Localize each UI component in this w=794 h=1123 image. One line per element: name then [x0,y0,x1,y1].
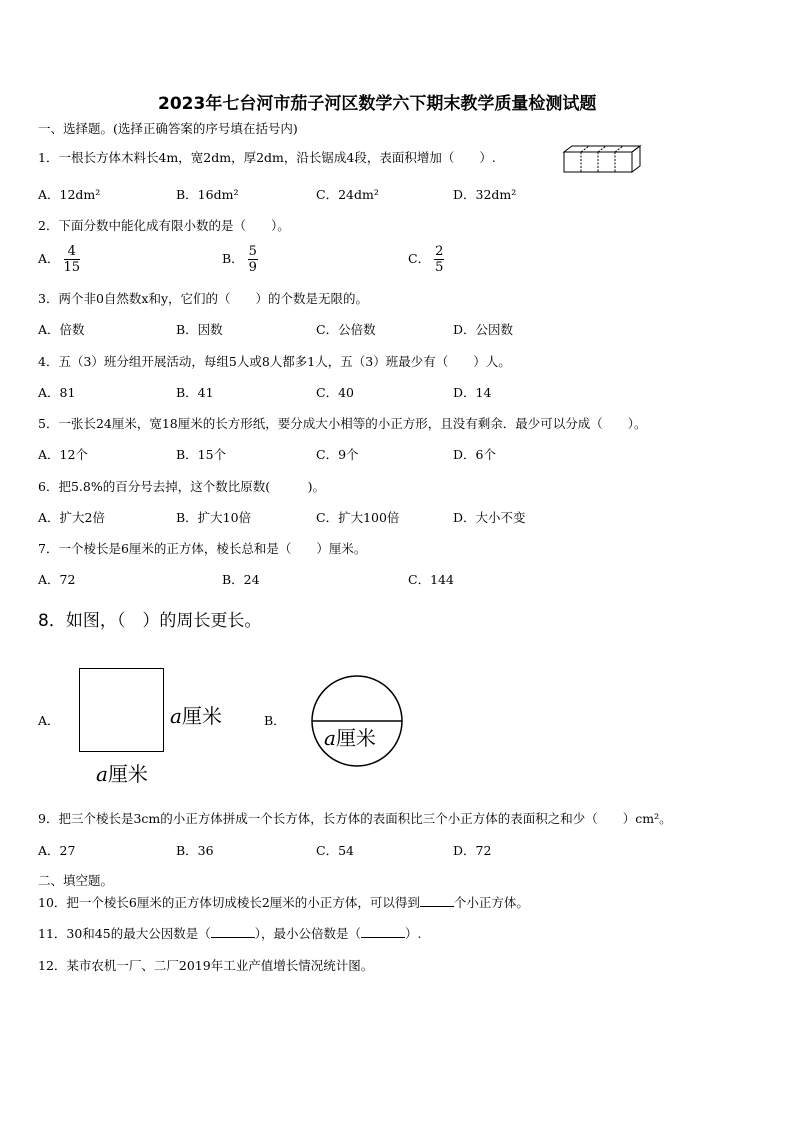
question-3: 3．两个非0自然数x和y，它们的（ ）的个数是无限的。 [38,291,369,306]
q9-option-b: B．36 [176,843,214,858]
answer-blank [420,906,454,907]
q8-option-a-label: A． [38,713,60,728]
question-1: 1．一根长方体木料长4m，宽2dm，厚2dm，沿长锯成4段，表面积增加（ ）. [38,150,496,165]
section-heading-fill: 二、填空题。 [38,873,114,888]
question-7: 7．一个棱长是6厘米的正方体，棱长总和是（ ）厘米。 [38,541,367,556]
q1-option-c: C．24dm² [316,187,379,202]
q5-option-c: C．9个 [316,447,359,462]
q1-option-a: A．12dm² [38,187,101,202]
q9-option-a: A．27 [38,843,76,858]
fraction-4-15: $\frac{4}{15}$ [63,244,81,275]
q3-option-a: A．倍数 [38,322,85,337]
question-5: 5．一张长24厘米，宽18厘米的长方形纸，要分成大小相等的小正方形，且没有剩余．最少可以分成（ ）。 [38,416,647,431]
square-figure [79,668,164,752]
question-11: 11．30和45的最大公因数是（ ），最小公倍数是（ ）. [38,926,422,941]
q6-option-a: A．扩大2倍 [38,510,105,525]
question-12: 12．某市农机一厂、二厂2019年工业产值增长情况统计图。 [38,958,374,973]
answer-blank-gcd [211,937,255,938]
q1-option-d: D．32dm² [453,187,517,202]
q5-option-d: D．6个 [453,447,496,462]
q6-option-b: B．扩大10倍 [176,510,252,525]
fraction-5-9: $\frac{5}{9}$ [248,244,257,275]
question-4: 4．五（3）班分组开展活动，每组5人或8人都多1人，五（3）班最少有（ ）人。 [38,354,511,369]
answer-blank-lcm [361,937,405,938]
q5-option-a: A．12个 [38,447,88,462]
question-9: 9．把三个棱长是3cm的小正方体拼成一个长方体，长方体的表面积比三个小正方体的表面积之和少（ ）cm²。 [38,811,672,826]
circle-diameter-label: a厘米 [324,726,376,750]
section-heading-choice: 一、选择题。(选择正确答案的序号填在括号内) [38,121,298,136]
question-10: 10．把一个棱长6厘米的正方体切成棱长2厘米的小正方体，可以得到 个小正方体。 [38,895,529,910]
q7-option-c: C．144 [408,572,454,587]
q2-option-c: C． $\frac{2}{5}$ [408,244,444,275]
q6-option-d: D．大小不变 [453,510,526,525]
page-title: 2023年七台河市茄子河区数学六下期末教学质量检测试题 [158,94,597,114]
square-bottom-label: a厘米 [96,762,148,786]
q7-option-a: A．72 [38,572,76,587]
q4-option-a: A．81 [38,385,76,400]
q3-option-b: B．因数 [176,322,223,337]
q9-option-d: D．72 [453,843,492,858]
q1-option-b: B．16dm² [176,187,239,202]
q6-option-c: C．扩大100倍 [316,510,400,525]
question-6: 6．把5.8%的百分号去掉，这个数比原数( )。 [38,479,325,494]
q4-option-c: C．40 [316,385,354,400]
q4-option-d: D．14 [453,385,492,400]
q2-option-a: A． $\frac{4}{15}$ [38,244,81,275]
q4-option-b: B．41 [176,385,214,400]
question-2: 2．下面分数中能化成有限小数的是（ ）。 [38,218,290,233]
q9-option-c: C．54 [316,843,354,858]
fraction-2-5: $\frac{2}{5}$ [435,244,444,275]
question-8: 8．如图，（ ）的周长更长。 [38,611,262,631]
cuboid-figure [560,144,644,174]
q7-option-b: B．24 [222,572,260,587]
q8-option-b-label: B． [264,713,286,728]
q2-option-b: B． $\frac{5}{9}$ [222,244,257,275]
square-side-label: a厘米 [170,704,222,728]
circle-figure [303,674,411,768]
q3-option-c: C．公倍数 [316,322,376,337]
q5-option-b: B．15个 [176,447,227,462]
q3-option-d: D．公因数 [453,322,514,337]
